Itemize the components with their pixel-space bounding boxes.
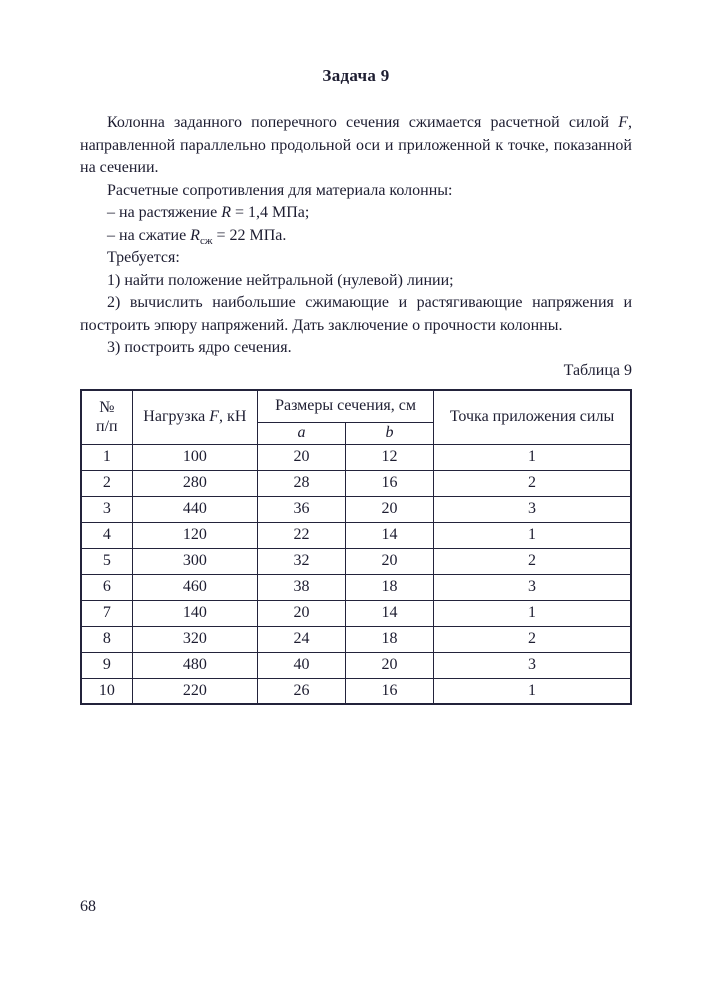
task-item-2: 2) вычислить наибольшие сжимающие и растягивающие напряжения и построить эпюру напряжений. Дать заключение о прочности колонны. <box>80 294 632 334</box>
table-cell: 140 <box>132 600 257 626</box>
paragraph-text: Колонна заданного поперечного сечения сжимается расчетной силой <box>107 114 619 131</box>
task-item-3: 3) построить ядро сечения. <box>107 339 292 356</box>
table-cell: 280 <box>132 470 257 496</box>
table-cell: 7 <box>81 600 132 626</box>
table-cell: 38 <box>258 574 346 600</box>
table-cell: 1 <box>434 678 631 704</box>
list-item-tension <box>80 202 632 225</box>
table-cell: 20 <box>346 496 434 522</box>
header-dimensions: Размеры сечения, см <box>258 390 434 422</box>
table-cell: 22 <box>258 522 346 548</box>
resistance-symbol: R <box>221 204 231 221</box>
table-cell: 9 <box>81 652 132 678</box>
table-cell: 20 <box>346 548 434 574</box>
table-cell: 1 <box>434 600 631 626</box>
table-row <box>81 548 631 574</box>
table-cell: 3 <box>81 496 132 522</box>
table-row <box>81 444 631 470</box>
list-item-compression <box>80 225 632 248</box>
table-cell: 300 <box>132 548 257 574</box>
table-cell: 14 <box>346 600 434 626</box>
resistance-symbol: R <box>190 226 200 244</box>
page-content <box>80 66 632 705</box>
paragraph-required: Требуется: <box>107 249 180 266</box>
list-item-text: – на сжатие <box>107 226 191 244</box>
paragraph-text: , направленной параллельно продольной оси и приложенной к точке, показанной на сечении. <box>80 114 632 176</box>
table-cell: 440 <box>132 496 257 522</box>
force-symbol: F <box>618 114 628 131</box>
table-cell: 26 <box>258 678 346 704</box>
force-symbol: F <box>209 408 220 426</box>
table-cell: 480 <box>132 652 257 678</box>
header-text: Нагрузка <box>143 408 210 426</box>
table-row <box>81 470 631 496</box>
list-item-text: – на растяжение <box>107 204 222 221</box>
table-cell: 16 <box>346 678 434 704</box>
table-row <box>81 574 631 600</box>
header-dim-a <box>258 422 346 444</box>
paragraph-intro <box>80 112 632 180</box>
table-cell: 24 <box>258 626 346 652</box>
table-cell: 14 <box>346 522 434 548</box>
dim-a-symbol: a <box>297 424 306 441</box>
list-item-text: = 22 МПа. <box>212 226 287 244</box>
table-row <box>81 652 631 678</box>
header-force-point: Точка приложения силы <box>434 390 631 444</box>
table-cell: 3 <box>434 652 631 678</box>
header-load <box>132 390 257 444</box>
table-cell: 220 <box>132 678 257 704</box>
table-cell: 4 <box>81 522 132 548</box>
header-text: п/п <box>96 418 118 436</box>
page-number: 68 <box>80 898 96 915</box>
table-cell: 3 <box>434 496 631 522</box>
table-cell: 20 <box>258 600 346 626</box>
table-cell: 3 <box>434 574 631 600</box>
paragraph-resistances: Расчетные сопротивления для материала колонны: <box>107 181 453 199</box>
table-cell: 2 <box>434 626 631 652</box>
resistance-subscript: сж <box>199 234 213 247</box>
table-cell: 460 <box>132 574 257 600</box>
table-cell: 10 <box>81 678 132 704</box>
data-table <box>80 389 632 705</box>
table-caption: Таблица 9 <box>563 361 632 379</box>
table-cell: 120 <box>132 522 257 548</box>
table-cell: 100 <box>132 444 257 470</box>
header-text: № <box>99 399 115 417</box>
table-cell: 12 <box>346 444 434 470</box>
header-dim-b <box>346 422 434 444</box>
table-cell: 20 <box>258 444 346 470</box>
table-cell: 2 <box>81 470 132 496</box>
task-item-1: 1) найти положение нейтральной (нулевой) линии; <box>107 271 454 289</box>
header-text: , кН <box>219 408 247 426</box>
table-cell: 1 <box>434 522 631 548</box>
table-row <box>81 626 631 652</box>
table-cell: 16 <box>346 470 434 496</box>
table-cell: 18 <box>346 574 434 600</box>
table-row <box>81 600 631 626</box>
list-item-text: = 1,4 МПа; <box>230 204 310 221</box>
table-cell: 40 <box>258 652 346 678</box>
table-cell: 6 <box>81 574 132 600</box>
dim-b-symbol: b <box>385 424 394 441</box>
table-row <box>81 678 631 704</box>
table-row <box>81 522 631 548</box>
table-cell: 320 <box>132 626 257 652</box>
table-cell: 18 <box>346 626 434 652</box>
table-cell: 1 <box>434 444 631 470</box>
table-row <box>81 496 631 522</box>
table-cell: 2 <box>434 470 631 496</box>
table-cell: 8 <box>81 626 132 652</box>
header-row-number <box>81 390 132 444</box>
page-title: Задача 9 <box>322 66 390 85</box>
table-cell: 28 <box>258 470 346 496</box>
table-cell: 1 <box>81 444 132 470</box>
table-cell: 2 <box>434 548 631 574</box>
table-cell: 20 <box>346 652 434 678</box>
table-cell: 5 <box>81 548 132 574</box>
table-cell: 32 <box>258 548 346 574</box>
table-cell: 36 <box>258 496 346 522</box>
